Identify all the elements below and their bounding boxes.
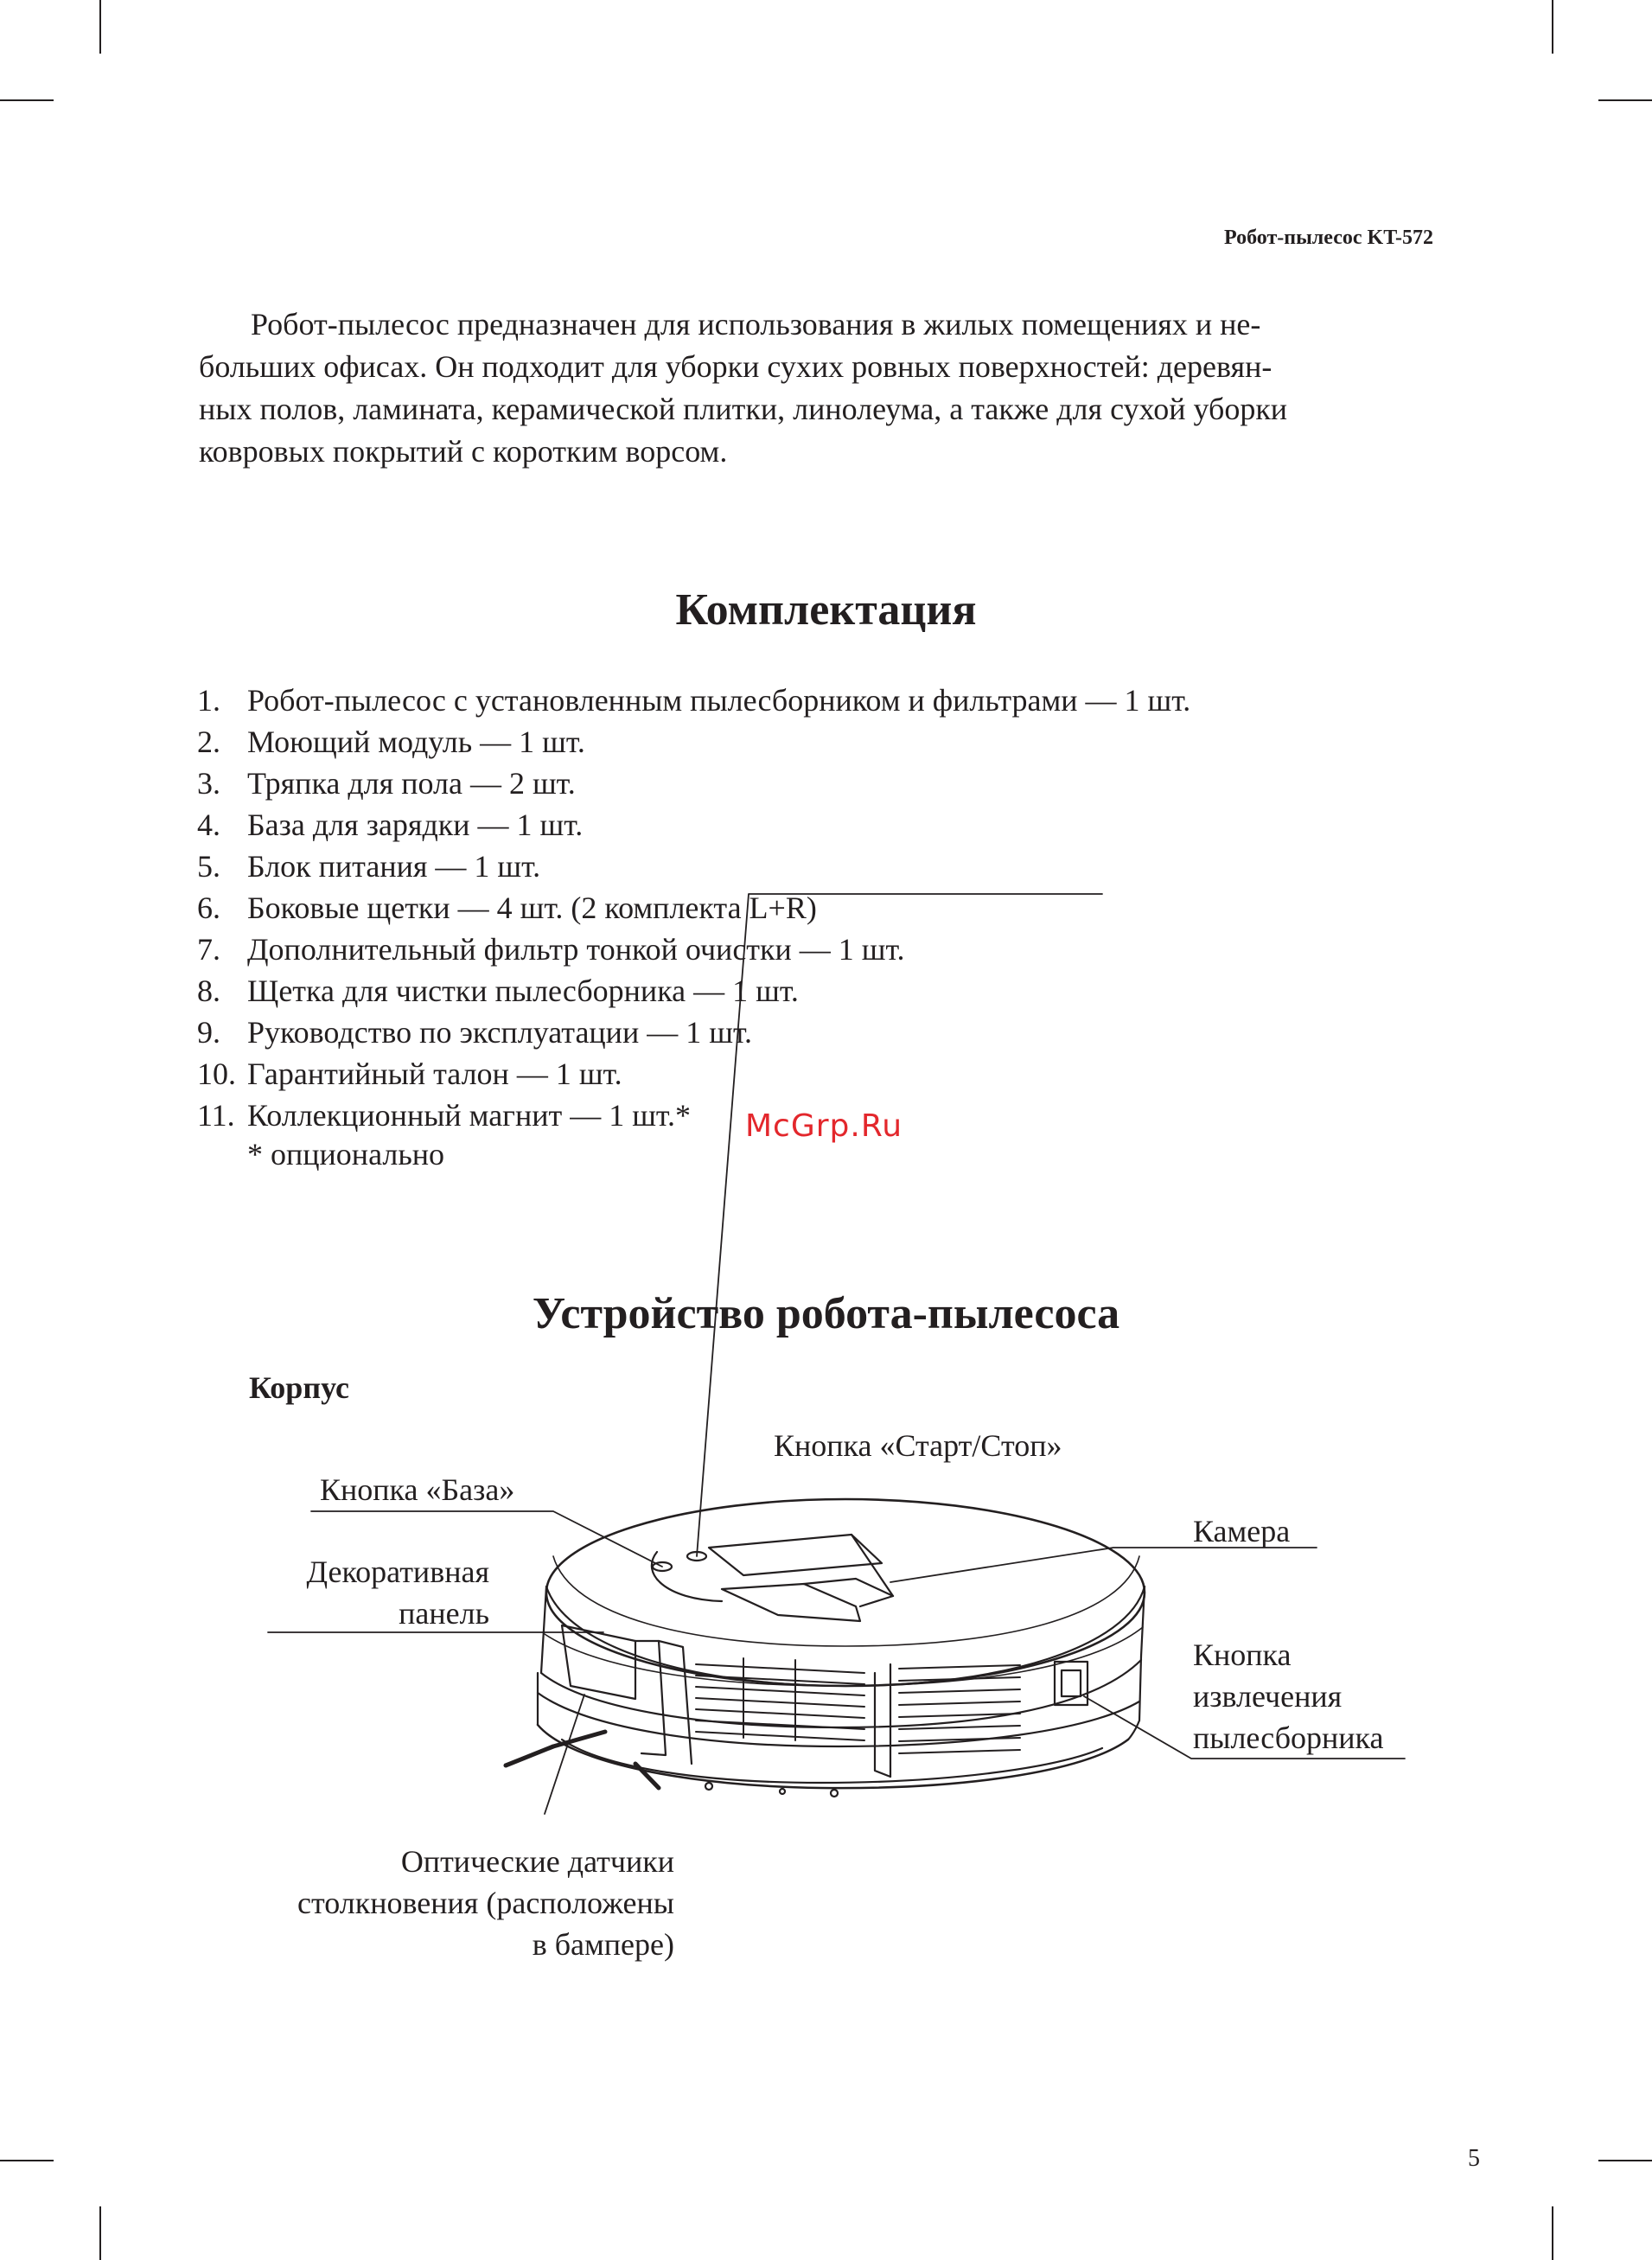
label-optical-sensors <box>251 1841 674 1965</box>
label-decorative-panel <box>268 1551 489 1634</box>
vent-grille-right <box>899 1665 1020 1753</box>
item-number: 5. <box>197 849 220 884</box>
label-line: Декоративная <box>306 1555 489 1589</box>
item-text: Руководство по эксплуатации — 1 шт. <box>247 1015 752 1050</box>
watermark: McGrp.Ru <box>745 1108 903 1144</box>
subheading-housing: Корпус <box>249 1370 349 1405</box>
vent-grille-left <box>696 1658 864 1740</box>
item-text: Моющий модуль — 1 шт. <box>247 725 585 759</box>
page-number: 5 <box>1468 2145 1480 2172</box>
kit-title: Комплектация <box>675 585 977 635</box>
label-line: в бампере) <box>532 1927 674 1962</box>
item-text: Тряпка для пола — 2 шт. <box>247 766 576 801</box>
item-number: 11. <box>197 1098 235 1133</box>
side-brush-left <box>506 1732 605 1765</box>
label-line: пылесборника <box>1193 1721 1384 1755</box>
intro-line: больших офисах. Он подходит для уборки сухих ровных поверхностей: деревян- <box>199 349 1272 384</box>
label-camera: Камера <box>1193 1514 1291 1548</box>
item-text: Блок питания — 1 шт. <box>247 849 541 884</box>
item-text: Щетка для чистки пылесборника — 1 шт. <box>247 974 799 1008</box>
item-number: 6. <box>197 891 220 925</box>
label-line: Оптические датчики <box>400 1844 674 1879</box>
item-text: База для зарядки — 1 шт. <box>247 808 584 842</box>
device-title: Устройство робота-пылесоса <box>532 1289 1120 1338</box>
item-text: Робот-пылесос с установленным пылесборником и фильтрами — 1 шт. <box>247 683 1191 718</box>
item-number: 7. <box>197 932 220 967</box>
label-line: панель <box>399 1596 489 1631</box>
item-text: Коллекционный магнит — 1 шт.* <box>247 1098 691 1133</box>
label-line: извлечения <box>1193 1679 1343 1714</box>
item-text: Боковые щетки — 4 шт. (2 комплекта L+R) <box>247 891 817 925</box>
label-line: Кнопка <box>1193 1638 1292 1672</box>
intro-line: Робот-пылесос предназначен для использования в жилых помещениях и не- <box>251 307 1261 342</box>
item-number: 9. <box>197 1015 220 1050</box>
item-text: Дополнительный фильтр тонкой очистки — 1 шт. <box>247 932 905 967</box>
item-text: Гарантийный талон — 1 шт. <box>247 1057 622 1091</box>
label-start-stop: Кнопка «Старт/Стоп» <box>774 1428 1062 1463</box>
item-number: 4. <box>197 808 220 842</box>
item-number: 8. <box>197 974 220 1008</box>
intro-line: ковровых покрытий с коротким ворсом. <box>199 434 728 469</box>
item-number: 10. <box>197 1057 236 1091</box>
footnote: * опционально <box>247 1137 445 1171</box>
label-base-button: Кнопка «База» <box>320 1472 515 1507</box>
item-number: 2. <box>197 725 220 759</box>
label-dustbin-release <box>1193 1634 1383 1759</box>
intro-line: ных полов, ламината, керамической плитки, линолеума, а также для сухой уборки <box>199 392 1288 426</box>
item-number: 3. <box>197 766 220 801</box>
item-number: 1. <box>197 683 220 718</box>
running-head: Робот-пылесос KT-572 <box>1224 227 1433 249</box>
label-line: столкновения (расположены <box>297 1886 674 1920</box>
